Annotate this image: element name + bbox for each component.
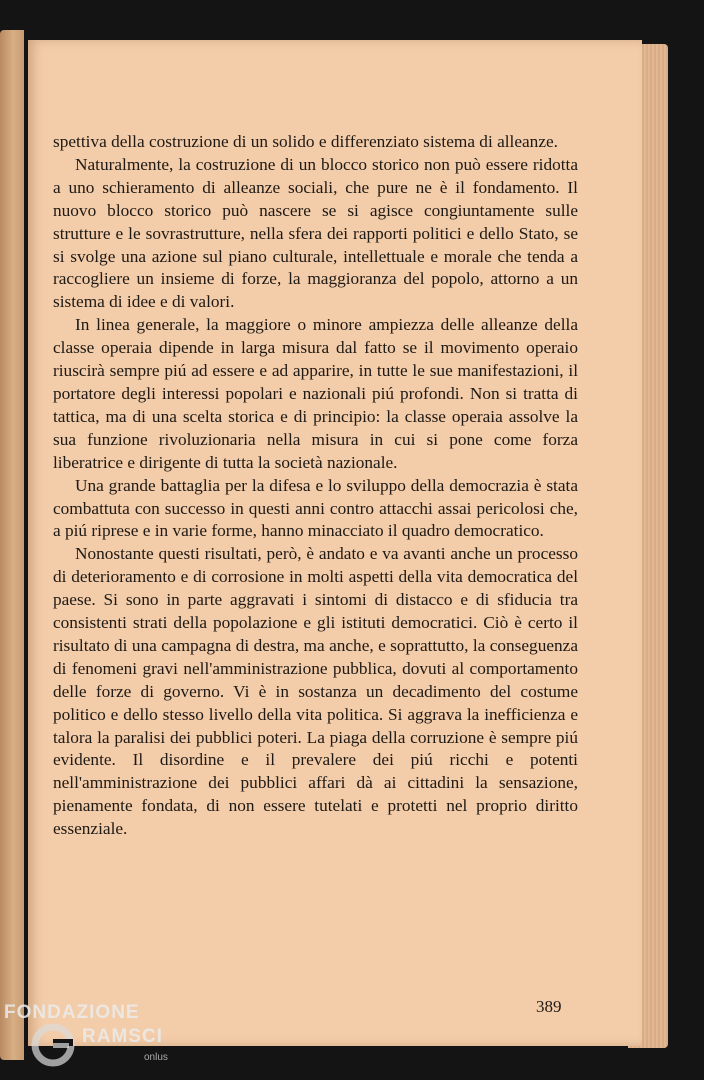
paragraph: In linea generale, la maggiore o minore ampiezza delle alleanze della classe operaia dipende in larga misura dal fatto se il movimento operaio riuscirà sempre piú ad essere e ad apparire, in tutte le sue manifestazioni, il portatore degli interessi popolari e nazionali piú profondi. Non si tratta di tattica, ma di una scelta storica e di principio: la classe operaia assolve la sua funzione rivoluzionaria nella misura in cui si pone come forza liberatrice e dirigente di tutta la società nazionale. — [53, 315, 578, 472]
page-number: 389 — [536, 997, 562, 1016]
book-left-edge — [0, 30, 24, 1060]
page-body-text — [53, 131, 578, 841]
paragraph: Una grande battaglia per la difesa e lo sviluppo della democrazia è stata combattuta con successo in questi anni contro attacchi assai pericolosi che, a piú riprese e in varie forme, hanno minacciato il quadro democratico. — [53, 475, 578, 541]
watermark-line2: RAMSCI — [82, 1026, 163, 1047]
book-page — [28, 40, 642, 1046]
watermark-line1: FONDAZIONE — [4, 1002, 140, 1023]
paragraph-continuation: spettiva della costruzione di un solido e differenziato sistema di alleanze. — [53, 132, 558, 151]
fondazione-gramsci-watermark — [4, 1002, 194, 1076]
gramsci-logo-icon — [30, 1022, 76, 1068]
watermark-onlus: onlus — [144, 1052, 168, 1063]
paragraph: Nonostante questi risultati, però, è andato e va avanti anche un processo di deterioramento e di corrosione in molti aspetti della vita democratica del paese. Si sono in parte aggravati i sintomi di distacco e di sfiducia tra consistenti strati della popolazione e gli istituti democratici. Ciò è certo il risultato di una campagna di destra, ma anche, e soprattutto, la conseguenza di fenomeni gravi nell'amministrazione pubblica, dovuti al comportamento delle forze di governo. Vi è in sostanza un decadimento del costume politico e dello stesso livello della vita politica. Si aggrava la inefficienza e talora la paralisi dei pubblici poteri. La piaga della corruzione è sempre piú evidente. Il disordine e il prevalere dei piú ricchi e potenti nell'amministrazione dei pubblici affari dà ai cittadini la sensazione, pienamente fondata, di non essere tutelati e protetti nel proprio diritto essenziale. — [53, 544, 578, 839]
paragraph: Naturalmente, la costruzione di un blocco storico non può essere ridotta a uno schieramento di alleanze sociali, che pure ne è il fondamento. Il nuovo blocco storico può nascere se si agisce congiuntamente sulle strutture e le sovrastrutture, nella sfera dei rapporti politici e dello Stato, se si svolge una azione sul piano culturale, intellettuale e morale che tenda a raccogliere un insieme di forze, la maggioranza del popolo, attorno a un sistema di idee e di valori. — [53, 154, 578, 312]
